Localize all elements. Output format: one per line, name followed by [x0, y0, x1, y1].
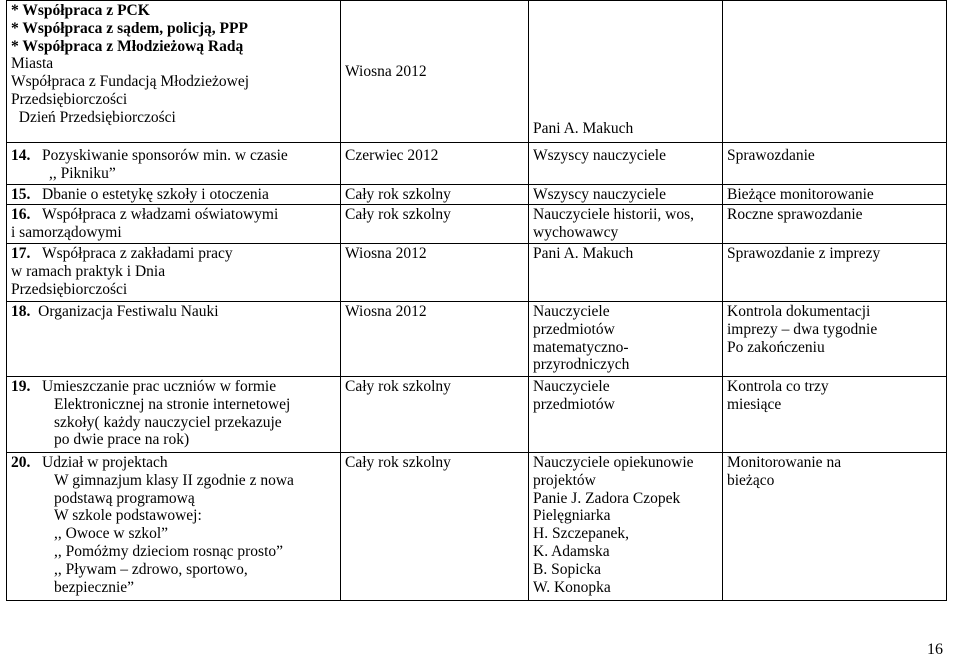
monitoring-cell	[723, 376, 947, 452]
term-cell	[341, 301, 529, 376]
monitoring-cell	[723, 452, 947, 600]
table-row	[7, 205, 947, 244]
task-cell	[7, 184, 341, 205]
responsible-line: Nauczyciele historii, wos,	[533, 206, 694, 224]
responsible-cell	[529, 376, 723, 452]
monitoring-cell	[723, 1, 947, 143]
page-number: 16	[927, 641, 943, 658]
task-line: Miasta	[11, 55, 54, 73]
monitoring-cell	[723, 301, 947, 376]
task-line: Udział w projektach	[42, 453, 168, 471]
table-row	[7, 376, 947, 452]
term-cell	[341, 376, 529, 452]
term-text: Cały rok szkolny	[345, 377, 451, 395]
term-cell	[341, 205, 529, 244]
monitoring-text: Bieżące monitorowanie	[727, 185, 874, 203]
task-line: ,, Pływam – zdrowo, sportowo,	[54, 560, 248, 578]
task-line: Dzień Przedsiębiorczości	[11, 108, 176, 126]
term-cell	[341, 1, 529, 143]
task-line: Współpraca z władzami oświatowymi	[42, 206, 279, 224]
responsible-cell	[529, 1, 723, 143]
responsible-line: przedmiotów	[533, 320, 615, 338]
monitoring-line: Kontrola dokumentacji	[727, 302, 871, 320]
task-line: bezpiecznie”	[54, 578, 135, 596]
task-line: Współpraca z Fundacją Młodzieżowej	[11, 73, 250, 91]
monitoring-text: Roczne sprawozdanie	[727, 206, 863, 224]
responsible-line: matematyczno-	[533, 338, 629, 356]
table-row	[7, 301, 947, 376]
monitoring-cell	[723, 184, 947, 205]
row-number: 18.	[11, 302, 31, 320]
task-cell	[7, 376, 341, 452]
responsible-text: Pani A. Makuch	[533, 244, 634, 262]
task-line: * Współpraca z Młodzieżową Radą	[11, 37, 244, 55]
task-line: i samorządowymi	[11, 224, 122, 242]
row-number: 15.	[11, 185, 31, 203]
table-row	[7, 184, 947, 205]
term-text: Wiosna 2012	[345, 244, 427, 262]
monitoring-cell	[723, 205, 947, 244]
task-cell	[7, 243, 341, 301]
task-cell	[7, 1, 341, 143]
task-line: szkoły( każdy nauczyciel przekazuje	[54, 413, 282, 431]
task-line: * Współpraca z sądem, policją, PPP	[11, 19, 248, 37]
responsible-cell	[529, 143, 723, 185]
task-cell	[7, 205, 341, 244]
row-number: 17.	[11, 244, 31, 262]
monitoring-line: Monitorowanie na	[727, 453, 842, 471]
task-line: Przedsiębiorczości	[11, 280, 128, 298]
responsible-text: Wszyscy nauczyciele	[533, 185, 666, 203]
term-text: Cały rok szkolny	[345, 206, 451, 224]
responsible-cell	[529, 243, 723, 301]
task-line: Umieszczanie prac uczniów w formie	[42, 377, 277, 395]
responsible-cell	[529, 452, 723, 600]
row-number: 14.	[11, 147, 31, 164]
task-line: Dbanie o estetykę szkoły i otoczenia	[42, 185, 269, 203]
responsible-line: Nauczyciele opiekunowie	[533, 453, 694, 471]
responsible-line: Nauczyciele	[533, 302, 610, 320]
term-text: Cały rok szkolny	[345, 185, 451, 203]
monitoring-line: bieżąco	[727, 471, 775, 489]
table-row	[7, 452, 947, 600]
monitoring-line: imprezy – dwa tygodnie	[727, 320, 878, 338]
monitoring-cell	[723, 143, 947, 185]
task-line: Przedsiębiorczości	[11, 90, 128, 108]
responsible-line: przedmiotów	[533, 395, 615, 413]
responsible-cell	[529, 301, 723, 376]
task-line: Organizacja Festiwalu Nauki	[38, 302, 219, 320]
responsible-text: Pani A. Makuch	[533, 120, 634, 138]
monitoring-cell	[723, 243, 947, 301]
responsible-line: K. Adamska	[533, 542, 610, 560]
monitoring-line: Po zakończeniu	[727, 338, 825, 356]
schedule-table	[6, 0, 947, 601]
task-cell	[7, 301, 341, 376]
task-cell	[7, 143, 341, 185]
row-number: 19.	[11, 377, 31, 395]
monitoring-text: Sprawozdanie z imprezy	[727, 244, 881, 262]
task-line: podstawą programową	[54, 489, 195, 507]
term-cell	[341, 243, 529, 301]
term-cell	[341, 143, 529, 185]
task-cell	[7, 452, 341, 600]
responsible-line: projektów	[533, 471, 596, 489]
task-line: Elektronicznej na stronie internetowej	[54, 395, 291, 413]
monitoring-line: miesiące	[727, 395, 782, 413]
table-row	[7, 243, 947, 301]
table-row	[7, 143, 947, 185]
responsible-line: B. Sopicka	[533, 560, 602, 578]
task-line: ,, Pikniku”	[49, 164, 116, 182]
responsible-line: Nauczyciele	[533, 377, 610, 395]
responsible-cell	[529, 184, 723, 205]
responsible-line: wychowawcy	[533, 224, 619, 242]
task-line: * Współpraca z PCK	[11, 2, 150, 19]
term-text: Wiosna 2012	[345, 62, 427, 80]
responsible-cell	[529, 205, 723, 244]
term-text: Wiosna 2012	[345, 302, 427, 320]
task-line: po dwie prace na rok)	[54, 431, 190, 449]
responsible-text: Wszyscy nauczyciele	[533, 147, 666, 164]
table-row	[7, 1, 947, 143]
term-cell	[341, 184, 529, 205]
monitoring-line: Kontrola co trzy	[727, 377, 829, 395]
responsible-line: Pielęgniarka	[533, 507, 611, 525]
task-line: ,, Owoce w szkol”	[54, 525, 169, 543]
responsible-line: Panie J. Zadora Czopek	[533, 489, 681, 507]
task-line: W szkole podstawowej:	[54, 507, 202, 525]
term-cell	[341, 452, 529, 600]
responsible-line: przyrodniczych	[533, 356, 630, 374]
responsible-line: H. Szczepanek,	[533, 525, 629, 543]
task-line: w ramach praktyk i Dnia	[11, 262, 166, 280]
row-number: 16.	[11, 206, 31, 224]
task-line: Pozyskiwanie sponsorów min. w czasie	[42, 147, 288, 164]
task-line: ,, Pomóżmy dzieciom rosnąc prosto”	[54, 542, 284, 560]
term-text: Czerwiec 2012	[345, 147, 439, 164]
term-text: Cały rok szkolny	[345, 453, 451, 471]
task-line: W gimnazjum klasy II zgodnie z nowa	[54, 471, 294, 489]
row-number: 20.	[11, 453, 31, 471]
responsible-line: W. Konopka	[533, 578, 611, 596]
monitoring-text: Sprawozdanie	[727, 147, 815, 164]
task-line: Współpraca z zakładami pracy	[42, 244, 233, 262]
